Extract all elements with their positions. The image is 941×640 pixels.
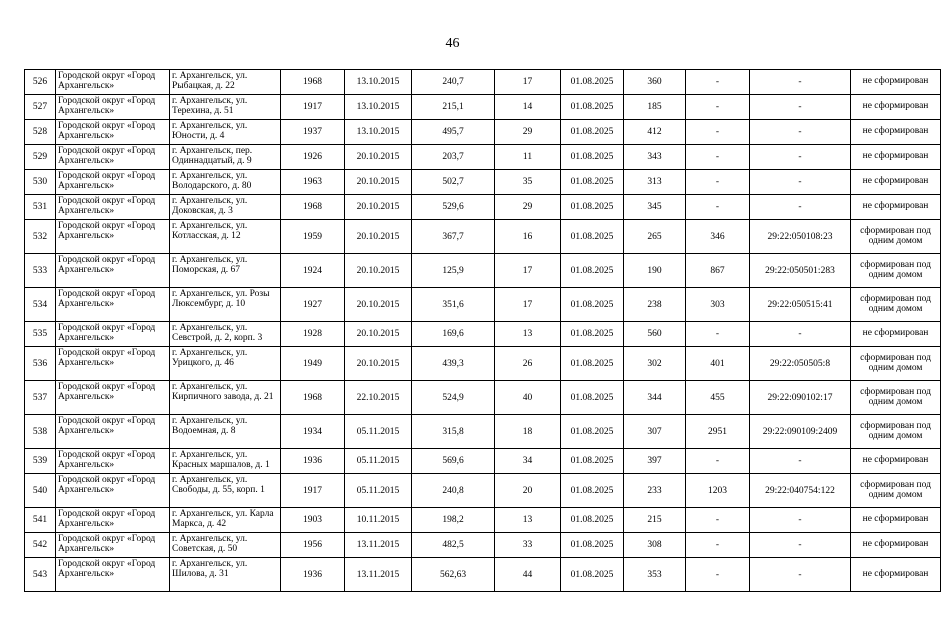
address-cell: г. Архангельск, ул. Рыбацкая, д. 22 [170, 70, 281, 95]
recognition-date-cell: 20.10.2015 [345, 195, 412, 220]
planned-date-cell: 01.08.2025 [561, 322, 624, 347]
planned-date-cell: 01.08.2025 [561, 254, 624, 288]
recognition-date-cell: 20.10.2015 [345, 170, 412, 195]
planned-date-cell: 01.08.2025 [561, 474, 624, 508]
land-area-cell: - [686, 70, 750, 95]
owner-cell: Городской округ «Город Архангельск» [56, 120, 170, 145]
value-cell: 307 [624, 415, 686, 449]
year-built-cell: 1968 [281, 381, 345, 415]
address-cell: г. Архангельск, ул. Севстрой, д. 2, корп. 3 [170, 322, 281, 347]
residents-cell: 29 [495, 195, 561, 220]
planned-date-cell: 01.08.2025 [561, 508, 624, 533]
row-number: 529 [25, 145, 56, 170]
residents-cell: 35 [495, 170, 561, 195]
table-row [25, 474, 941, 508]
area-cell: 367,7 [412, 220, 495, 254]
table-row [25, 381, 941, 415]
residents-cell: 14 [495, 95, 561, 120]
address-cell: г. Архангельск, ул. Юности, д. 4 [170, 120, 281, 145]
address-cell: г. Архангельск, ул. Урицкого, д. 46 [170, 347, 281, 381]
value-cell: 302 [624, 347, 686, 381]
row-number: 542 [25, 533, 56, 558]
value-cell: 345 [624, 195, 686, 220]
recognition-date-cell: 20.10.2015 [345, 347, 412, 381]
residents-cell: 11 [495, 145, 561, 170]
land-area-cell: 2951 [686, 415, 750, 449]
recognition-date-cell: 13.10.2015 [345, 95, 412, 120]
cadastral-number-cell: 29:22:090109:2409 [750, 415, 851, 449]
land-area-cell: - [686, 533, 750, 558]
recognition-date-cell: 20.10.2015 [345, 145, 412, 170]
cadastral-number-cell: - [750, 558, 851, 592]
year-built-cell: 1926 [281, 145, 345, 170]
land-status-cell: не сформирован [851, 533, 941, 558]
land-area-cell: - [686, 322, 750, 347]
planned-date-cell: 01.08.2025 [561, 70, 624, 95]
owner-cell: Городской округ «Город Архангельск» [56, 95, 170, 120]
row-number: 537 [25, 381, 56, 415]
residents-cell: 13 [495, 322, 561, 347]
area-cell: 315,8 [412, 415, 495, 449]
cadastral-number-cell: - [750, 70, 851, 95]
land-area-cell: - [686, 195, 750, 220]
table-row [25, 95, 941, 120]
owner-cell: Городской округ «Город Архангельск» [56, 195, 170, 220]
table-row [25, 70, 941, 95]
value-cell: 397 [624, 449, 686, 474]
year-built-cell: 1903 [281, 508, 345, 533]
residents-cell: 13 [495, 508, 561, 533]
planned-date-cell: 01.08.2025 [561, 95, 624, 120]
land-area-cell: 455 [686, 381, 750, 415]
row-number: 543 [25, 558, 56, 592]
table-row [25, 415, 941, 449]
cadastral-number-cell: 29:22:090102:17 [750, 381, 851, 415]
address-cell: г. Архангельск, пер. Одиннадцатый, д. 9 [170, 145, 281, 170]
residents-cell: 16 [495, 220, 561, 254]
row-number: 540 [25, 474, 56, 508]
address-cell: г. Архангельск, ул. Розы Люксембург, д. 10 [170, 288, 281, 322]
address-cell: г. Архангельск, ул. Поморская, д. 67 [170, 254, 281, 288]
land-status-cell: не сформирован [851, 508, 941, 533]
value-cell: 215 [624, 508, 686, 533]
land-area-cell: - [686, 508, 750, 533]
owner-cell: Городской округ «Город Архангельск» [56, 347, 170, 381]
year-built-cell: 1917 [281, 474, 345, 508]
row-number: 534 [25, 288, 56, 322]
row-number: 539 [25, 449, 56, 474]
owner-cell: Городской округ «Город Архангельск» [56, 220, 170, 254]
value-cell: 353 [624, 558, 686, 592]
value-cell: 560 [624, 322, 686, 347]
owner-cell: Городской округ «Город Архангельск» [56, 288, 170, 322]
row-number: 533 [25, 254, 56, 288]
address-cell: г. Архангельск, ул. Шилова, д. 31 [170, 558, 281, 592]
year-built-cell: 1963 [281, 170, 345, 195]
land-area-cell: 303 [686, 288, 750, 322]
area-cell: 198,2 [412, 508, 495, 533]
table-row [25, 449, 941, 474]
owner-cell: Городской округ «Город Архангельск» [56, 322, 170, 347]
land-area-cell: 346 [686, 220, 750, 254]
row-number: 528 [25, 120, 56, 145]
land-status-cell: сформирован под одним домом [851, 254, 941, 288]
land-area-cell: - [686, 120, 750, 145]
cadastral-number-cell: 29:22:040754:122 [750, 474, 851, 508]
cadastral-number-cell: - [750, 145, 851, 170]
address-cell: г. Архангельск, ул. Терехина, д. 51 [170, 95, 281, 120]
year-built-cell: 1928 [281, 322, 345, 347]
row-number: 532 [25, 220, 56, 254]
land-status-cell: сформирован под одним домом [851, 415, 941, 449]
value-cell: 308 [624, 533, 686, 558]
cadastral-number-cell: - [750, 195, 851, 220]
planned-date-cell: 01.08.2025 [561, 288, 624, 322]
table-row [25, 195, 941, 220]
area-cell: 529,6 [412, 195, 495, 220]
planned-date-cell: 01.08.2025 [561, 170, 624, 195]
area-cell: 502,7 [412, 170, 495, 195]
address-cell: г. Архангельск, ул. Доковская, д. 3 [170, 195, 281, 220]
year-built-cell: 1927 [281, 288, 345, 322]
residents-cell: 17 [495, 70, 561, 95]
recognition-date-cell: 20.10.2015 [345, 220, 412, 254]
residents-cell: 33 [495, 533, 561, 558]
table-row [25, 508, 941, 533]
value-cell: 412 [624, 120, 686, 145]
table-row [25, 120, 941, 145]
land-area-cell: 1203 [686, 474, 750, 508]
year-built-cell: 1936 [281, 558, 345, 592]
owner-cell: Городской округ «Город Архангельск» [56, 170, 170, 195]
area-cell: 482,5 [412, 533, 495, 558]
row-number: 536 [25, 347, 56, 381]
value-cell: 344 [624, 381, 686, 415]
row-number: 530 [25, 170, 56, 195]
address-cell: г. Архангельск, ул. Красных маршалов, д. 1 [170, 449, 281, 474]
year-built-cell: 1968 [281, 195, 345, 220]
table-row [25, 322, 941, 347]
table-row [25, 254, 941, 288]
table-row [25, 170, 941, 195]
year-built-cell: 1949 [281, 347, 345, 381]
land-status-cell: сформирован под одним домом [851, 347, 941, 381]
land-status-cell: не сформирован [851, 120, 941, 145]
residents-cell: 17 [495, 288, 561, 322]
owner-cell: Городской округ «Город Архангельск» [56, 415, 170, 449]
owner-cell: Городской округ «Город Архангельск» [56, 70, 170, 95]
cadastral-number-cell: 29:22:050515:41 [750, 288, 851, 322]
recognition-date-cell: 05.11.2015 [345, 474, 412, 508]
planned-date-cell: 01.08.2025 [561, 533, 624, 558]
cadastral-number-cell: - [750, 533, 851, 558]
land-area-cell: - [686, 170, 750, 195]
land-status-cell: сформирован под одним домом [851, 381, 941, 415]
area-cell: 169,6 [412, 322, 495, 347]
cadastral-number-cell: - [750, 508, 851, 533]
planned-date-cell: 01.08.2025 [561, 415, 624, 449]
cadastral-number-cell: - [750, 322, 851, 347]
address-cell: г. Архангельск, ул. Свободы, д. 55, корп. 1 [170, 474, 281, 508]
residents-cell: 26 [495, 347, 561, 381]
recognition-date-cell: 13.10.2015 [345, 70, 412, 95]
row-number: 538 [25, 415, 56, 449]
recognition-date-cell: 13.11.2015 [345, 533, 412, 558]
value-cell: 265 [624, 220, 686, 254]
land-status-cell: не сформирован [851, 145, 941, 170]
recognition-date-cell: 10.11.2015 [345, 508, 412, 533]
housing-registry-table [24, 69, 941, 592]
land-area-cell: - [686, 449, 750, 474]
value-cell: 190 [624, 254, 686, 288]
owner-cell: Городской округ «Город Архангельск» [56, 533, 170, 558]
residents-cell: 20 [495, 474, 561, 508]
row-number: 535 [25, 322, 56, 347]
table-row [25, 558, 941, 592]
year-built-cell: 1956 [281, 533, 345, 558]
owner-cell: Городской округ «Город Архангельск» [56, 558, 170, 592]
table-row [25, 347, 941, 381]
planned-date-cell: 01.08.2025 [561, 347, 624, 381]
value-cell: 313 [624, 170, 686, 195]
area-cell: 524,9 [412, 381, 495, 415]
value-cell: 343 [624, 145, 686, 170]
land-status-cell: не сформирован [851, 558, 941, 592]
land-status-cell: сформирован под одним домом [851, 474, 941, 508]
planned-date-cell: 01.08.2025 [561, 195, 624, 220]
land-area-cell: 401 [686, 347, 750, 381]
owner-cell: Городской округ «Город Архангельск» [56, 449, 170, 474]
area-cell: 125,9 [412, 254, 495, 288]
value-cell: 360 [624, 70, 686, 95]
area-cell: 240,8 [412, 474, 495, 508]
land-status-cell: не сформирован [851, 449, 941, 474]
land-status-cell: сформирован под одним домом [851, 220, 941, 254]
recognition-date-cell: 05.11.2015 [345, 415, 412, 449]
row-number: 541 [25, 508, 56, 533]
row-number: 531 [25, 195, 56, 220]
cadastral-number-cell: - [750, 120, 851, 145]
residents-cell: 40 [495, 381, 561, 415]
area-cell: 439,3 [412, 347, 495, 381]
table-row [25, 533, 941, 558]
year-built-cell: 1934 [281, 415, 345, 449]
area-cell: 495,7 [412, 120, 495, 145]
residents-cell: 18 [495, 415, 561, 449]
table-row [25, 145, 941, 170]
area-cell: 569,6 [412, 449, 495, 474]
recognition-date-cell: 22.10.2015 [345, 381, 412, 415]
address-cell: г. Архангельск, ул. Карла Маркса, д. 42 [170, 508, 281, 533]
land-area-cell: - [686, 558, 750, 592]
area-cell: 562,63 [412, 558, 495, 592]
recognition-date-cell: 20.10.2015 [345, 254, 412, 288]
table-row [25, 220, 941, 254]
recognition-date-cell: 05.11.2015 [345, 449, 412, 474]
planned-date-cell: 01.08.2025 [561, 220, 624, 254]
planned-date-cell: 01.08.2025 [561, 558, 624, 592]
residents-cell: 17 [495, 254, 561, 288]
land-area-cell: 867 [686, 254, 750, 288]
area-cell: 203,7 [412, 145, 495, 170]
residents-cell: 44 [495, 558, 561, 592]
cadastral-number-cell: 29:22:050501:283 [750, 254, 851, 288]
year-built-cell: 1937 [281, 120, 345, 145]
area-cell: 240,7 [412, 70, 495, 95]
year-built-cell: 1959 [281, 220, 345, 254]
planned-date-cell: 01.08.2025 [561, 145, 624, 170]
year-built-cell: 1924 [281, 254, 345, 288]
value-cell: 238 [624, 288, 686, 322]
address-cell: г. Архангельск, ул. Советская, д. 50 [170, 533, 281, 558]
owner-cell: Городской округ «Город Архангельск» [56, 381, 170, 415]
year-built-cell: 1917 [281, 95, 345, 120]
cadastral-number-cell: - [750, 449, 851, 474]
planned-date-cell: 01.08.2025 [561, 120, 624, 145]
address-cell: г. Архангельск, ул. Котласская, д. 12 [170, 220, 281, 254]
cadastral-number-cell: 29:22:050108:23 [750, 220, 851, 254]
cadastral-number-cell: - [750, 95, 851, 120]
value-cell: 233 [624, 474, 686, 508]
value-cell: 185 [624, 95, 686, 120]
year-built-cell: 1968 [281, 70, 345, 95]
land-status-cell: не сформирован [851, 95, 941, 120]
recognition-date-cell: 20.10.2015 [345, 288, 412, 322]
row-number: 526 [25, 70, 56, 95]
owner-cell: Городской округ «Город Архангельск» [56, 508, 170, 533]
land-status-cell: не сформирован [851, 70, 941, 95]
table-row [25, 288, 941, 322]
land-status-cell: не сформирован [851, 170, 941, 195]
planned-date-cell: 01.08.2025 [561, 449, 624, 474]
planned-date-cell: 01.08.2025 [561, 381, 624, 415]
address-cell: г. Архангельск, ул. Водоемная, д. 8 [170, 415, 281, 449]
land-area-cell: - [686, 95, 750, 120]
land-area-cell: - [686, 145, 750, 170]
recognition-date-cell: 20.10.2015 [345, 322, 412, 347]
owner-cell: Городской округ «Город Архангельск» [56, 474, 170, 508]
residents-cell: 34 [495, 449, 561, 474]
cadastral-number-cell: - [750, 170, 851, 195]
land-status-cell: не сформирован [851, 195, 941, 220]
address-cell: г. Архангельск, ул. Кирпичного завода, д. 21 [170, 381, 281, 415]
recognition-date-cell: 13.11.2015 [345, 558, 412, 592]
address-cell: г. Архангельск, ул. Володарского, д. 80 [170, 170, 281, 195]
area-cell: 215,1 [412, 95, 495, 120]
year-built-cell: 1936 [281, 449, 345, 474]
land-status-cell: сформирован под одним домом [851, 288, 941, 322]
recognition-date-cell: 13.10.2015 [345, 120, 412, 145]
owner-cell: Городской округ «Город Архангельск» [56, 145, 170, 170]
row-number: 527 [25, 95, 56, 120]
owner-cell: Городской округ «Город Архангельск» [56, 254, 170, 288]
land-status-cell: не сформирован [851, 322, 941, 347]
page-number: 46 [445, 36, 460, 51]
cadastral-number-cell: 29:22:050505:8 [750, 347, 851, 381]
area-cell: 351,6 [412, 288, 495, 322]
residents-cell: 29 [495, 120, 561, 145]
